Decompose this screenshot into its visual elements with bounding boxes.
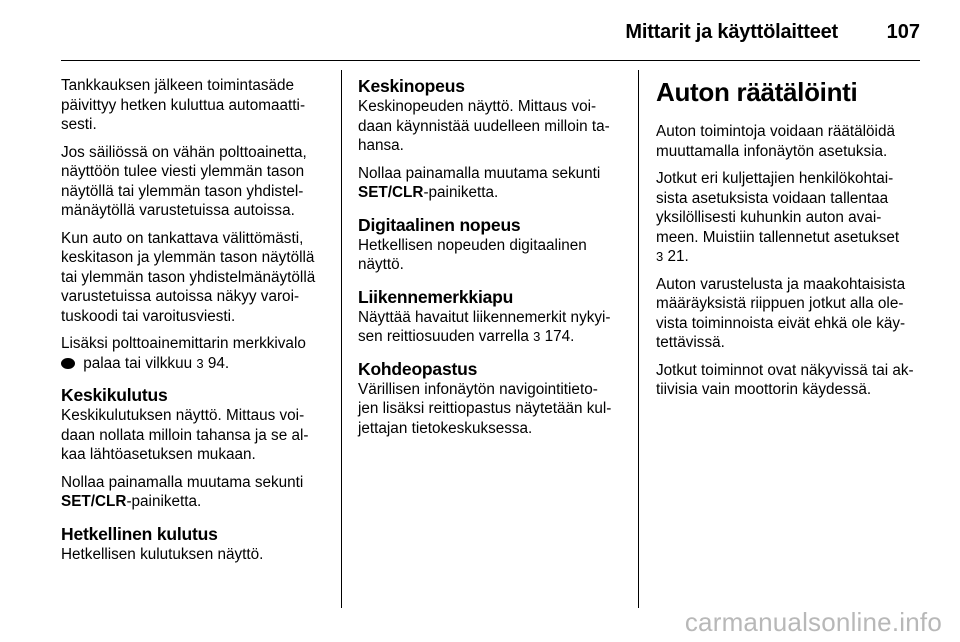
heading-instant-consumption: Hetkellinen kulutus <box>61 523 218 544</box>
heading-traffic-sign-assist: Liikennemerkkiapu <box>358 286 514 307</box>
paragraph-traffic-sign-assist: Näyttää havaitut liikennemerkit nykyi- sen reittiosuuden varrella 3 174. <box>358 308 611 345</box>
paragraph-reset-consumption: Nollaa painamalla muutama sekunti SET/CLR-painiketta. <box>61 473 304 510</box>
column-1 <box>61 76 333 572</box>
page-reference-icon: 3 <box>196 355 204 371</box>
column-2 <box>358 76 630 446</box>
paragraph-personalisation-intro: Auton toimintoja voidaan räätälöidä muuttamalla infonäytön asetuksia. <box>656 123 895 160</box>
page-reference-icon: 3 <box>656 249 664 264</box>
paragraph-equipment-dependence: Auton varustelusta ja maakohtaisista määräyksistä riippuen jotkut alla ole- vista toiminnoista eivät ehkä ole käy- tettävissä. <box>656 275 906 351</box>
column-3 <box>656 76 926 408</box>
fuel-warning-lamp-icon <box>61 358 75 369</box>
paragraph-fuel-indicator: Lisäksi polttoainemittarin merkkivalo palaa tai vilkkuu 3 94. <box>61 335 306 372</box>
header-title: Mittarit ja käyttölaitteet <box>625 21 838 43</box>
paragraph-range-update: Tankkauksen jälkeen toimintasäde päivittyy hetken kuluttua automaatti- sesti. <box>61 77 306 133</box>
paragraph-refuel-now: Kun auto on tankattava välittömästi, keskitason ja ylemmän tason näytöllä tai ylemmän tason yhdistelmänäytöllä varustetuissa autoissa näkyy varoi- tuskoodi tai varoitusviesti. <box>61 229 316 325</box>
paragraph-instant-consumption: Hetkellisen kulutuksen näyttö. <box>61 545 264 563</box>
paragraph-average-speed: Keskinopeuden näyttö. Mittaus voi- daan käynnistää uudelleen milloin ta- hansa. <box>358 98 610 154</box>
paragraph-reset-speed: Nollaa painamalla muutama sekunti SET/CLR-painiketta. <box>358 164 601 201</box>
paragraph-driver-settings: Jotkut eri kuljettajien henkilökohtai- sista asetuksista voidaan tallentaa yksilöllisesti kuhunkin auton avai- meen. Muistiin tallennetut asetukset 3 21. <box>656 170 900 265</box>
column-divider-1 <box>341 70 342 608</box>
heading-average-speed: Keskinopeus <box>358 76 465 96</box>
page-header <box>0 0 960 62</box>
heading-route-guidance: Kohdeopastus <box>358 358 478 379</box>
watermark: carmanualsonline.info <box>684 607 942 637</box>
paragraph-average-consumption: Keskikulutuksen näyttö. Mittaus voi- daan nollata milloin tahansa ja se al- kaa lähtöasetuksen mukaan. <box>61 407 309 463</box>
paragraph-engine-running: Jotkut toiminnot ovat näkyvissä tai ak- tiivisia vain moottorin käydessä. <box>656 361 914 398</box>
heading-vehicle-personalisation: Auton räätälöinti <box>656 77 858 107</box>
page-reference-icon: 3 <box>533 329 541 344</box>
page-number: 107 <box>886 21 920 43</box>
set-clr-button-label: SET/CLR <box>358 184 424 201</box>
paragraph-route-guidance: Värillisen infonäytön navigointitieto- jen lisäksi reittiopastus näytetään kul- jettajan tietokeskuksessa. <box>358 380 612 437</box>
column-divider-2 <box>638 70 639 608</box>
paragraph-digital-speed: Hetkellisen nopeuden digitaalinen näyttö. <box>358 236 587 273</box>
heading-average-consumption: Keskikulutus <box>61 385 168 405</box>
set-clr-button-label: SET/CLR <box>61 493 127 510</box>
paragraph-low-fuel: Jos säiliössä on vähän polttoainetta, näyttöön tulee viesti ylemmän tason näytöllä tai ylemmän tason yhdistel- mänäytöllä varustetuissa autoissa. <box>61 143 307 219</box>
heading-digital-speed: Digitaalinen nopeus <box>358 214 521 235</box>
header-rule <box>61 60 920 61</box>
